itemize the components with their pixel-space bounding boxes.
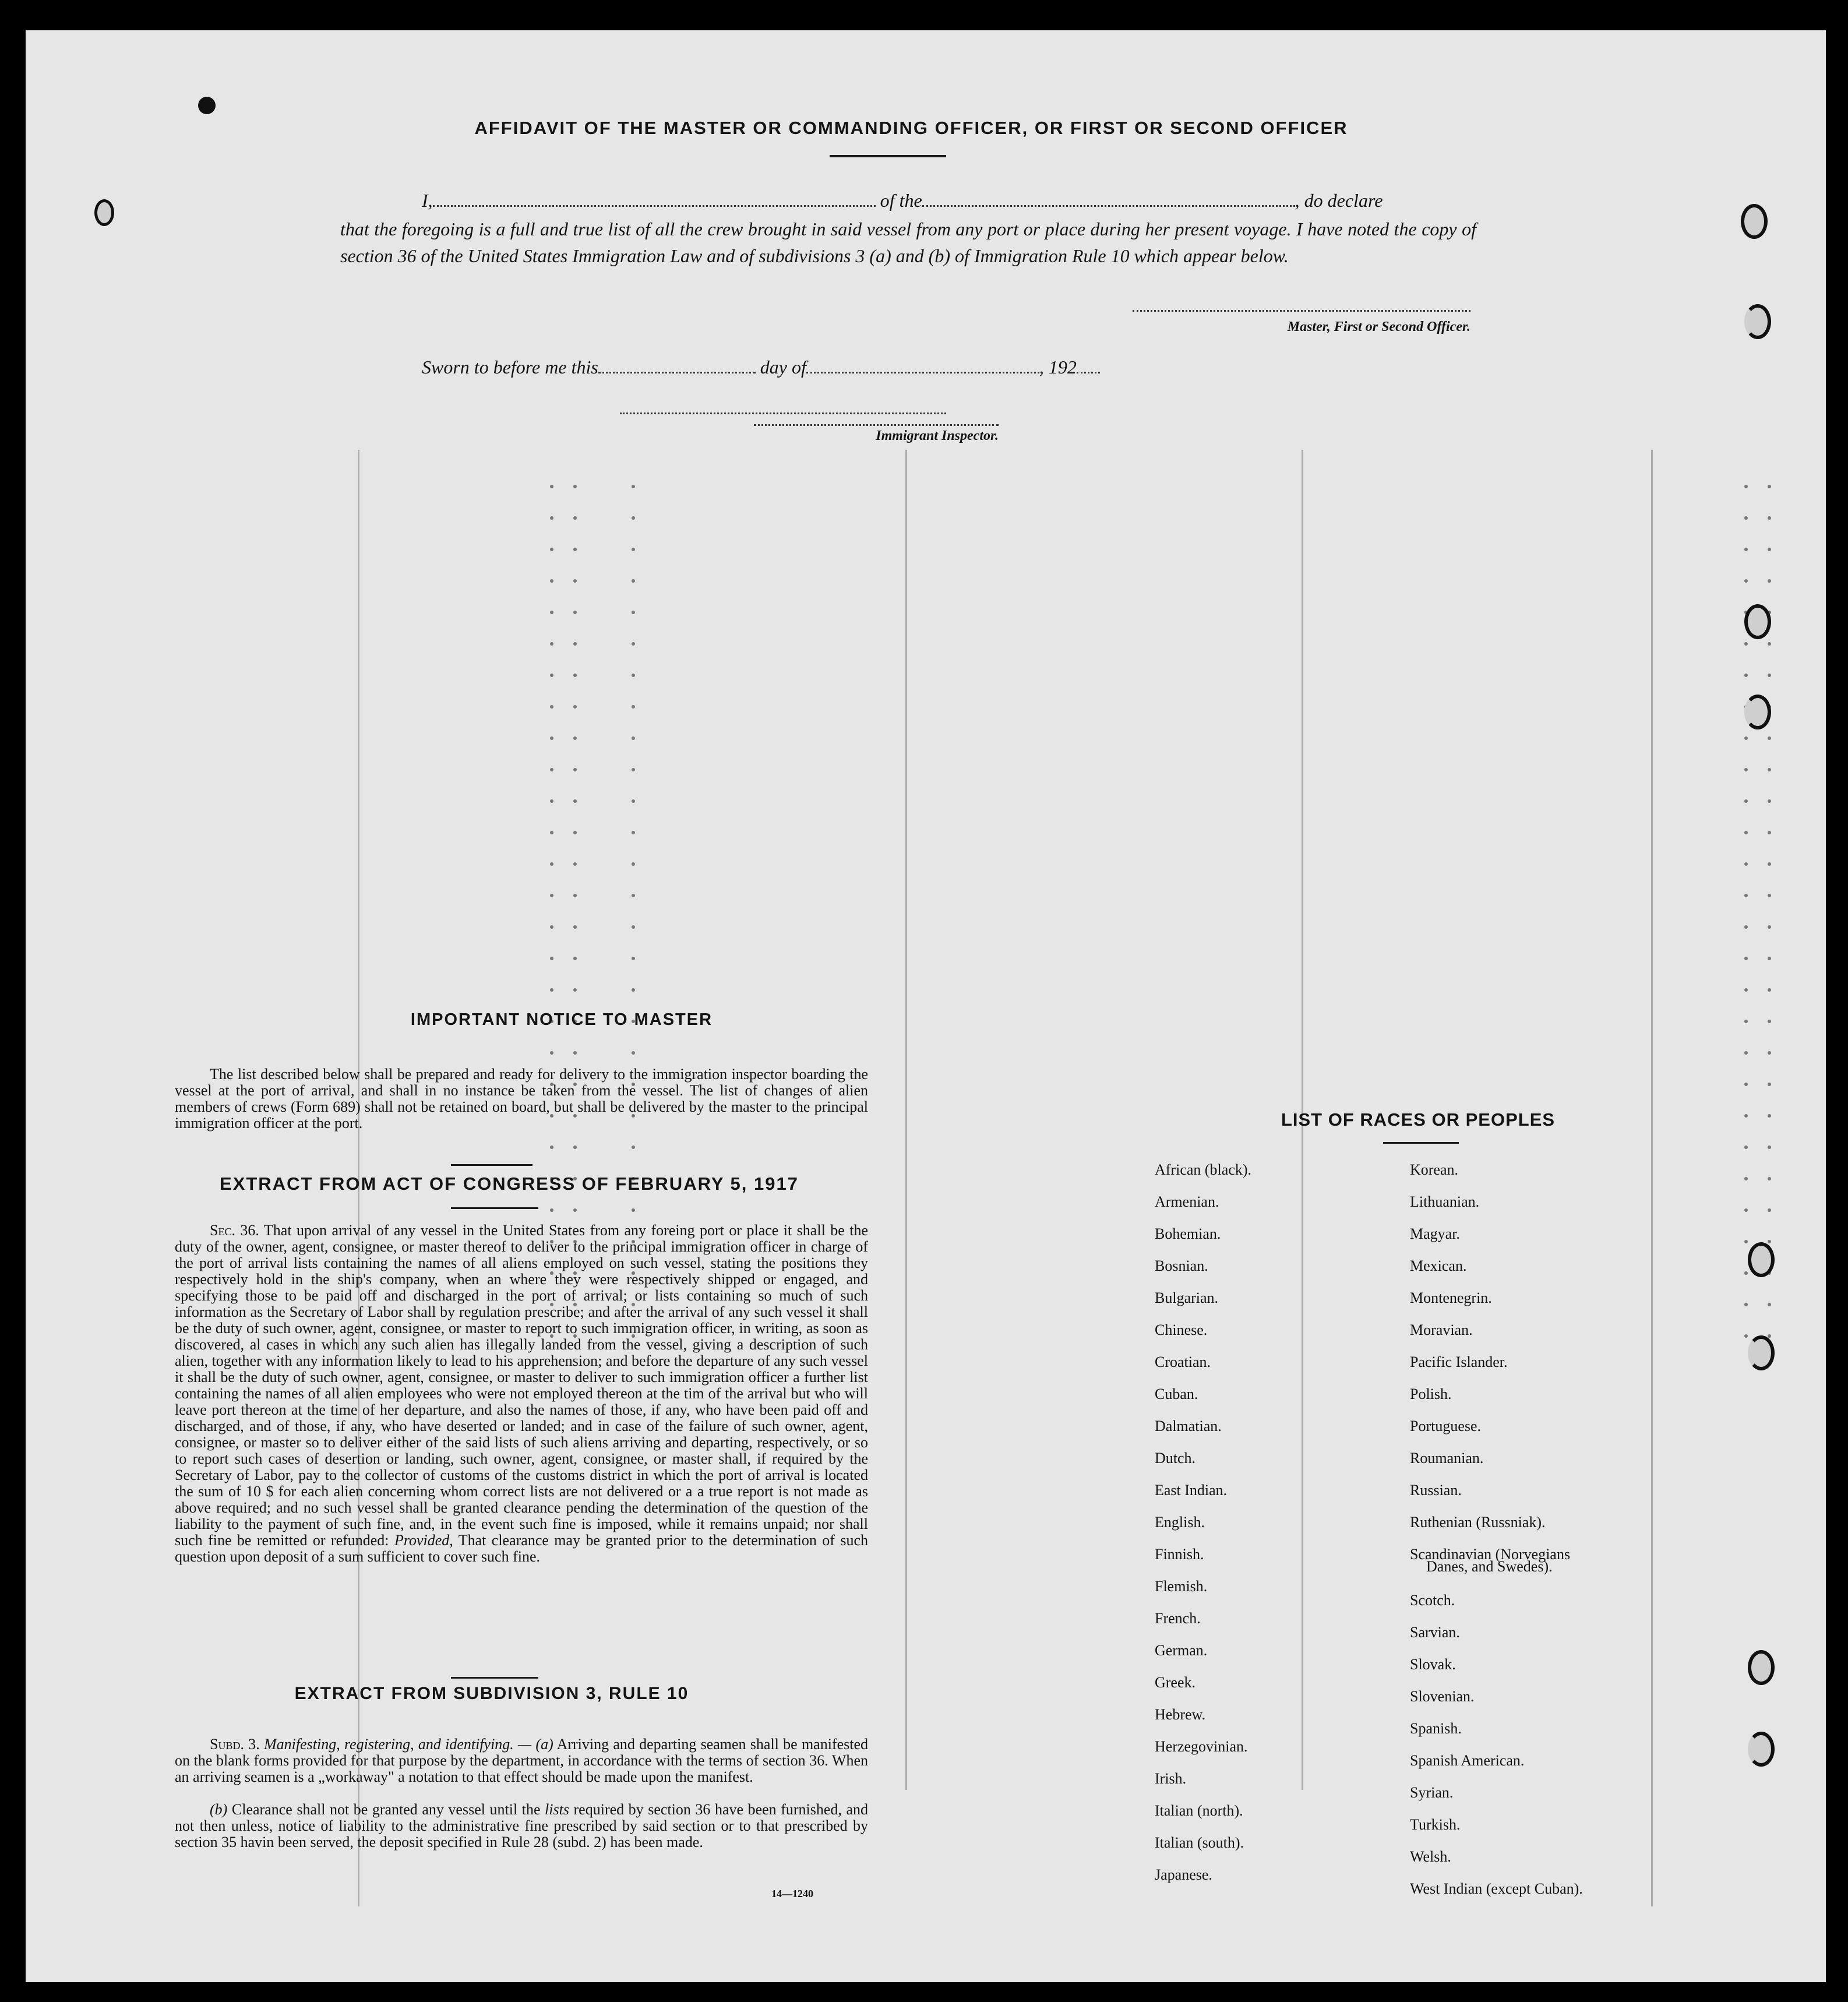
race-item: Polish. xyxy=(1410,1386,1452,1402)
notice-body: The list described below shall be prepared and ready for delivery to the immigration inspector boarding the vessel at the port of arrival, and shall in no instance be taken from the vessel. The list of changes of alien members of crews (Form 689) shall not be retained on board, but shall be delivered by the master to the principal immigration officer at the port. xyxy=(175,1066,868,1132)
bleed-dot xyxy=(632,611,635,614)
race-item: English. xyxy=(1155,1514,1205,1531)
rule-para-b xyxy=(175,1802,868,1851)
i-label: I, xyxy=(422,190,433,211)
bleed-dot xyxy=(1744,831,1748,834)
bleed-dot xyxy=(550,768,553,771)
bleed-dot xyxy=(1768,579,1771,583)
race-item: Welsh. xyxy=(1410,1848,1451,1865)
day-of-label: day of xyxy=(760,357,806,378)
punch-hole xyxy=(1741,204,1768,239)
race-item: Moravian. xyxy=(1410,1321,1473,1338)
bleed-dot xyxy=(1768,1303,1771,1306)
bleed-dot xyxy=(550,548,553,551)
bleed-dot xyxy=(632,548,635,551)
bleed-dot xyxy=(550,1051,553,1055)
notice-title: IMPORTANT NOTICE TO MASTER xyxy=(410,1010,713,1029)
bleed-dot xyxy=(1744,1271,1748,1275)
race-item: Bohemian. xyxy=(1155,1225,1221,1242)
bleed-dot xyxy=(1768,957,1771,960)
race-item: Scandinavian (Norvegians xyxy=(1410,1546,1571,1563)
of-the-label: of the xyxy=(880,190,922,211)
bleed-dot xyxy=(573,516,577,520)
bleed-dot xyxy=(550,1208,553,1212)
bleed-dot xyxy=(1744,988,1748,992)
bleed-dot xyxy=(1768,1020,1771,1023)
race-item: Finnish. xyxy=(1155,1546,1204,1563)
bleed-dot xyxy=(550,485,553,488)
race-item: Armenian. xyxy=(1155,1193,1219,1210)
race-item: Italian (south). xyxy=(1155,1834,1244,1851)
bleed-dot xyxy=(1744,1114,1748,1118)
bleed-dot xyxy=(573,831,577,834)
race-item: Sarvian. xyxy=(1410,1624,1460,1641)
bleed-dot xyxy=(1744,1334,1748,1338)
bleed-dot xyxy=(1768,894,1771,897)
form-page xyxy=(26,30,1826,1982)
bleed-dot xyxy=(1768,831,1771,834)
subd-heading: Manifesting, registering, and identifying. — (a) xyxy=(263,1736,553,1753)
races-left-column xyxy=(1155,1154,1251,1891)
bleed-dot xyxy=(573,548,577,551)
para-b-text: Clearance shall not be granted any vessel until the xyxy=(231,1801,541,1818)
bleed-dot xyxy=(1768,1145,1771,1149)
lists-word: lists xyxy=(545,1801,569,1818)
race-item: Herzegovinian. xyxy=(1155,1738,1248,1755)
bleed-dot xyxy=(1768,768,1771,771)
para-b-text-end: required by section 36 have been furnished, and not then unless, notice of liability to the administrative fine prescribed by said section or to that prescribed by section 35 havin been served, the deposit specified in Rule 28 (subd. 2) has been made. xyxy=(175,1801,868,1851)
bleed-dot xyxy=(573,894,577,897)
bleed-dot xyxy=(550,799,553,803)
race-item: Hebrew. xyxy=(1155,1706,1206,1723)
vessel-blank[interactable] xyxy=(922,189,1295,207)
bleed-dot xyxy=(632,642,635,646)
bleed-dot xyxy=(550,736,553,740)
section-label: Sec. 36. xyxy=(210,1222,259,1239)
section-text: That upon arrival of any vessel in the United States from any foreing port or place it shall be the duty of the owner, agent, consignee, or master thereof to deliver to the principal immigration officer in charge of the port of arrival lists containing the names of all aliens employed on such vessel, stating the positions they respectively hold in the ship's company, when an where they were respectively shipped or engaged, and specifying those to be paid off and discharged in the port of arrival; or lists containing so much of such information as the Secretary of Labor shall by regulation prescribe; and after the arrival of any such vessel it shall be the duty of such owner, agent, consignee, or master to report to such immigration officer, in writing, as soon as discovered, al cases in which any such alien has illegally landed from the vessel, giving a description of such alien, together with any information likely to lead to his apprehension; and before the departure of any such vessel it shall be the duty of such owner, agent, consignee, or master to deliver to such immigration officer a further list containing the names of all alien employees who were not employed thereon at the tim of the arrival but who will leave port thereon at the time of her departure, and also the names of those, if any, who have been paid off and discharged, and of those, if any, who have deserted or landed; and in case of the failure of such owner, agent, consignee, or master so to deliver either of the said lists of such aliens arriving and departing, respectively, or so to report such cases of desertion or landing, such owner, agent, consignee, or master shall, if required by the Secretary of Labor, pay to the collector of customs of the customs district in which the port of arrival is located the sum of 10 $ for each alien concerning whom correct lists are not delivered or a a true report is not made as above required; and no such vessel shall be granted clearance pending the determination of the question of the liability to the payment of such fine, and, in the event such fine is imposed, while it remains unpaid; nor shall such fine be remitted or refunded: xyxy=(175,1222,868,1549)
race-item: West Indian (except Cuban). xyxy=(1410,1880,1583,1897)
bleed-dot xyxy=(573,1208,577,1212)
race-item: Italian (north). xyxy=(1155,1802,1243,1819)
bleed-dot xyxy=(1744,768,1748,771)
bleed-dot xyxy=(573,1145,577,1149)
bleed-dot xyxy=(1768,1114,1771,1118)
race-item: Magyar. xyxy=(1410,1225,1460,1242)
bleed-dot xyxy=(1744,1240,1748,1243)
year-label: , 192 xyxy=(1039,357,1077,378)
race-item: Danes, and Swedes). xyxy=(1426,1558,1553,1575)
act-title: EXTRACT FROM ACT OF CONGRESS OF FEBRUARY 5, 1917 xyxy=(220,1173,799,1194)
signature-blank[interactable] xyxy=(1133,310,1470,312)
act-underline xyxy=(451,1207,538,1209)
bleed-dot xyxy=(1768,988,1771,992)
bleed-dot xyxy=(550,831,553,834)
bleed-dot xyxy=(1768,1177,1771,1180)
race-item: Irish. xyxy=(1155,1770,1187,1787)
sworn-line xyxy=(422,355,1237,378)
act-body xyxy=(175,1222,868,1565)
name-blank[interactable] xyxy=(433,189,876,207)
affidavit-title: AFFIDAVIT OF THE MASTER OR COMMANDING OFFICER, OR FIRST OR SECOND OFFICER xyxy=(474,118,1348,138)
races-underline xyxy=(1383,1142,1459,1144)
race-item: Ruthenian (Russniak). xyxy=(1410,1514,1546,1531)
subd-label: Subd. 3. xyxy=(210,1736,260,1753)
bleed-dot xyxy=(573,674,577,677)
bleed-dot xyxy=(573,611,577,614)
bleed-dot xyxy=(573,988,577,992)
bleed-rule xyxy=(1651,450,1653,1906)
bleed-dot xyxy=(1768,485,1771,488)
divider xyxy=(451,1164,532,1166)
bleed-dot xyxy=(632,957,635,960)
bleed-dot xyxy=(632,705,635,709)
bleed-dot xyxy=(632,579,635,583)
race-item: Slovak. xyxy=(1410,1656,1456,1673)
race-item: Portuguese. xyxy=(1410,1418,1482,1434)
bleed-dot xyxy=(1744,925,1748,929)
race-item: Spanish. xyxy=(1410,1720,1462,1737)
bleed-dot xyxy=(550,705,553,709)
race-item: Montenegrin. xyxy=(1410,1289,1492,1306)
race-item: Lithuanian. xyxy=(1410,1193,1480,1210)
bleed-dot xyxy=(632,1208,635,1212)
bleed-dot xyxy=(1744,1020,1748,1023)
bleed-dot xyxy=(1768,548,1771,551)
bleed-dot xyxy=(550,925,553,929)
bleed-dot xyxy=(1768,862,1771,866)
bleed-dot xyxy=(1768,516,1771,520)
bleed-dot xyxy=(1768,1240,1771,1243)
races-right-column xyxy=(1410,1154,1583,1905)
punch-hole xyxy=(1744,304,1771,339)
race-item: Syrian. xyxy=(1410,1784,1454,1801)
bleed-dot xyxy=(573,768,577,771)
race-item: Russian. xyxy=(1410,1482,1462,1499)
divider xyxy=(451,1677,538,1679)
race-item: Bulgarian. xyxy=(1155,1289,1219,1306)
bleed-dot xyxy=(573,925,577,929)
bleed-dot xyxy=(1744,1051,1748,1055)
race-item: African (black). xyxy=(1155,1161,1252,1178)
race-item: Dalmatian. xyxy=(1155,1418,1222,1434)
race-item: Spanish American. xyxy=(1410,1752,1525,1769)
bleed-dot xyxy=(1744,516,1748,520)
signature-label: Master, First or Second Officer. xyxy=(1287,319,1470,334)
bleed-dot xyxy=(1744,1208,1748,1212)
bleed-dot xyxy=(1768,799,1771,803)
bleed-dot xyxy=(1768,1334,1771,1338)
bleed-dot xyxy=(573,736,577,740)
race-item: German. xyxy=(1155,1642,1208,1659)
race-item: Bosnian. xyxy=(1155,1257,1208,1274)
race-item: Pacific Islander. xyxy=(1410,1354,1508,1370)
para-a-text: Arriving and departing seamen shall be manifested on the blank forms provided for that purpose by the department, in accordance with the terms of section 36. When an arriving seamen is a „workaway" a notation to that effect should be made upon the manifest. xyxy=(175,1736,869,1785)
race-item: Slovenian. xyxy=(1410,1688,1475,1705)
section-text-end: That clearance may be granted prior to the determination of such question upon deposit of a sum sufficient to cover such fine. xyxy=(175,1532,869,1565)
sworn-label: Sworn to before me this xyxy=(422,357,598,378)
bleed-dot xyxy=(632,831,635,834)
bleed-dot xyxy=(1744,1145,1748,1149)
bleed-dot xyxy=(1768,1051,1771,1055)
bleed-dot xyxy=(550,674,553,677)
bleed-dot xyxy=(573,799,577,803)
bleed-dot xyxy=(1744,736,1748,740)
bleed-dot xyxy=(573,862,577,866)
inspector-label: Immigrant Inspector. xyxy=(754,424,999,444)
race-item: Korean. xyxy=(1410,1161,1459,1178)
provided-label: Provided, xyxy=(394,1532,453,1549)
bleed-dot xyxy=(632,516,635,520)
bleed-dot xyxy=(1768,674,1771,677)
sworn-day-blank[interactable] xyxy=(598,355,756,373)
bleed-dot xyxy=(632,862,635,866)
para-b-label: (b) xyxy=(210,1801,228,1818)
punch-hole xyxy=(1748,1732,1775,1767)
bleed-dot xyxy=(632,674,635,677)
form-number: 14—1240 xyxy=(771,1888,813,1899)
bleed-dot xyxy=(573,485,577,488)
bleed-dot xyxy=(632,988,635,992)
bleed-dot xyxy=(1768,642,1771,646)
race-item: Chinese. xyxy=(1155,1321,1208,1338)
bleed-dot xyxy=(1744,579,1748,583)
rule-title: EXTRACT FROM SUBDIVISION 3, RULE 10 xyxy=(294,1684,689,1703)
affidavit-body: that the foregoing is a full and true list of all the crew brought in said vessel from any port or place during her present voyage. I have noted the copy of section 36 of the United States Immigration Law and of subdivisions 3 (a) and (b) of Immigration Rule 10 which appear below. xyxy=(340,218,1476,266)
bleed-dot xyxy=(632,894,635,897)
bleed-dot xyxy=(632,1145,635,1149)
race-item: Greek. xyxy=(1155,1674,1196,1691)
bleed-dot xyxy=(1744,642,1748,646)
races-title: LIST OF RACES OR PEOPLES xyxy=(1281,1109,1556,1130)
punch-hole xyxy=(1748,1650,1775,1685)
title-underline xyxy=(830,155,946,157)
punch-hole xyxy=(1748,1335,1775,1370)
bleed-dot xyxy=(550,611,553,614)
bleed-dot xyxy=(550,1145,553,1149)
rule-para-a xyxy=(175,1736,868,1785)
year-blank[interactable] xyxy=(1077,355,1100,373)
bleed-dot xyxy=(1744,1083,1748,1086)
punch-hole xyxy=(1744,695,1771,729)
bleed-dot xyxy=(1744,548,1748,551)
bleed-dot xyxy=(1768,1083,1771,1086)
race-item: East Indian. xyxy=(1155,1482,1228,1499)
race-item: Dutch. xyxy=(1155,1450,1196,1467)
race-item: Turkish. xyxy=(1410,1816,1461,1833)
bleed-dot xyxy=(550,579,553,583)
sworn-month-blank[interactable] xyxy=(806,355,1039,373)
bleed-dot xyxy=(1744,957,1748,960)
bleed-dot xyxy=(632,485,635,488)
ink-spot xyxy=(198,97,216,114)
declare-label: , do declare xyxy=(1295,190,1383,211)
bleed-dot xyxy=(550,516,553,520)
punch-hole xyxy=(1748,1242,1775,1277)
bleed-dot xyxy=(1744,485,1748,488)
declaration-line xyxy=(422,189,1476,212)
race-item: Mexican. xyxy=(1410,1257,1467,1274)
bleed-dot xyxy=(1744,894,1748,897)
bleed-dot xyxy=(1744,1303,1748,1306)
bleed-dot xyxy=(573,957,577,960)
bleed-dot xyxy=(1768,1208,1771,1212)
bleed-dot xyxy=(632,799,635,803)
bleed-dot xyxy=(632,1051,635,1055)
bleed-dot xyxy=(550,642,553,646)
inspector-blank[interactable] xyxy=(620,413,946,414)
bleed-dot xyxy=(1768,925,1771,929)
bleed-dot xyxy=(632,925,635,929)
bleed-dot xyxy=(573,705,577,709)
race-item: Japanese. xyxy=(1155,1866,1212,1883)
bleed-dot xyxy=(550,957,553,960)
bleed-rule xyxy=(905,450,907,1790)
race-item: Cuban. xyxy=(1155,1386,1198,1402)
bleed-dot xyxy=(632,768,635,771)
race-item: Croatian. xyxy=(1155,1354,1211,1370)
bleed-dot xyxy=(550,988,553,992)
bleed-dot xyxy=(550,862,553,866)
race-item: Scotch. xyxy=(1410,1592,1455,1609)
race-item: Flemish. xyxy=(1155,1578,1208,1595)
bleed-dot xyxy=(1744,1177,1748,1180)
race-item: French. xyxy=(1155,1610,1201,1627)
punch-hole xyxy=(94,199,114,226)
bleed-dot xyxy=(1768,736,1771,740)
bleed-dot xyxy=(1744,799,1748,803)
bleed-dot xyxy=(1744,674,1748,677)
bleed-dot xyxy=(1744,862,1748,866)
race-item: Roumanian. xyxy=(1410,1450,1484,1467)
punch-hole xyxy=(1744,604,1771,639)
bleed-dot xyxy=(573,642,577,646)
bleed-dot xyxy=(632,736,635,740)
bleed-dot xyxy=(573,579,577,583)
bleed-dot xyxy=(573,1051,577,1055)
bleed-dot xyxy=(550,894,553,897)
